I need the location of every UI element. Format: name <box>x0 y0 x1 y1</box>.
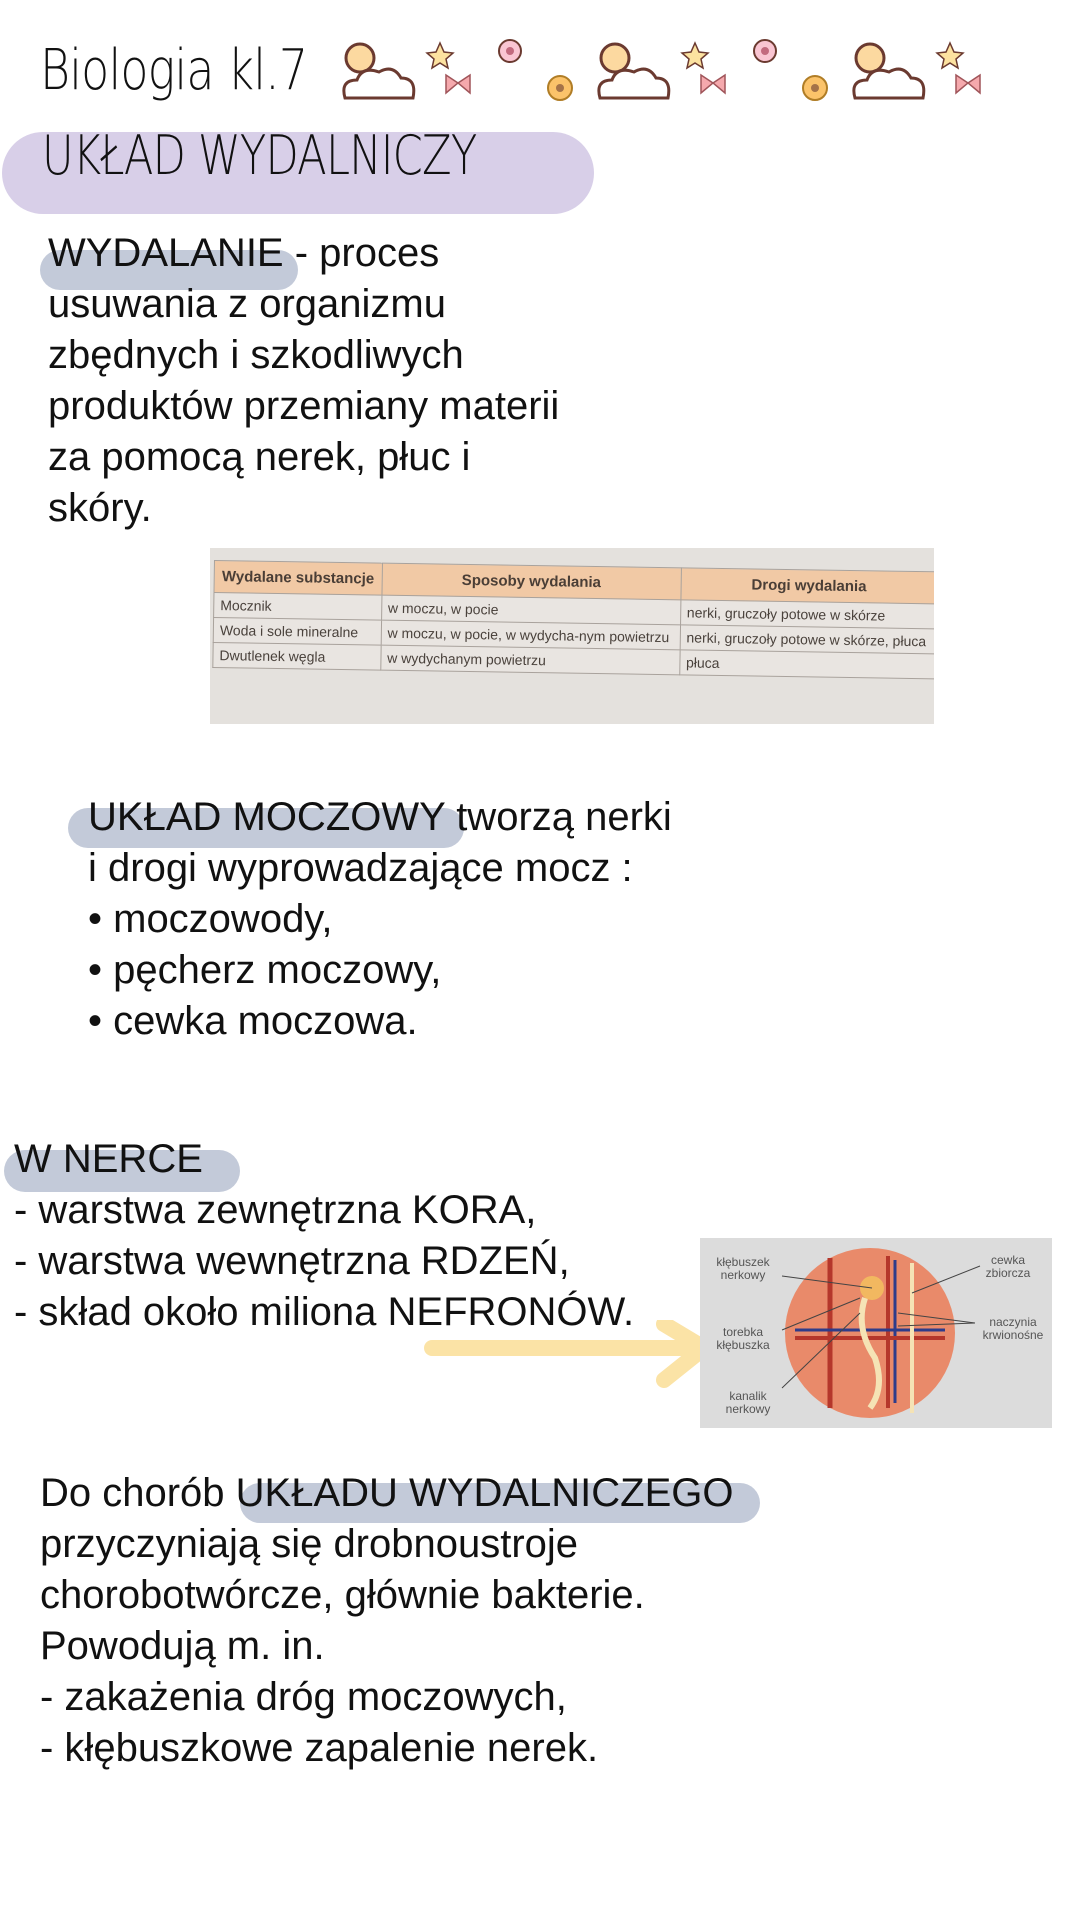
kidney-block <box>14 1134 634 1338</box>
excretion-table-photo <box>210 548 934 724</box>
list-item: - warstwa zewnętrzna KORA, <box>14 1188 537 1232</box>
section-title: UKŁAD WYDALNICZY <box>42 124 477 187</box>
label-capsule: torebka kłębuszka <box>716 1325 770 1352</box>
table-row: Mocznik w moczu, w pocie nerki, gruczoły potowe w skórze <box>214 593 934 629</box>
definition-block: WYDALANIE - proces usuwania z organizmu zbędnych i szkodliwych produktów przemiany materii za pomocą nerek, płuc i skóry. <box>48 231 560 530</box>
label-glomerulus: kłębuszek nerkowy <box>716 1255 770 1282</box>
keyword-w-nerce: W NERCE <box>14 1137 203 1181</box>
keyword-uklad-moczowy: UKŁAD MOCZOWY <box>88 795 446 839</box>
label-tubule: kanalik nerkowy <box>725 1389 771 1416</box>
table-row: Dwutlenek węgla w wydychanym powietrzu płuca <box>213 642 934 678</box>
table-row: Woda i sole mineralne w moczu, w pocie, w wydycha-nym powietrzu nerki, gruczoły potowe w skórze, płuca <box>213 618 934 654</box>
label-vessels: naczynia krwionośne <box>982 1315 1044 1342</box>
list-item: - zakażenia dróg moczowych, <box>40 1675 567 1719</box>
urinary-block: UKŁAD MOCZOWY tworzą nerki i drogi wyprowadzające mocz : • moczowody, • pęcherz moczowy, • cewka moczowa. <box>88 792 672 1047</box>
sun-cloud-icon <box>854 44 924 98</box>
sun-cloud-icon <box>599 44 669 98</box>
nephron-figure <box>700 1238 1052 1428</box>
flower-icon <box>499 40 521 62</box>
star-icon <box>682 43 708 68</box>
flower-icon <box>754 40 776 62</box>
list-item: - skład około miliona NEFRONÓW. <box>14 1290 635 1334</box>
bow-icon <box>446 75 470 93</box>
keyword-uklad-wydalniczy: UKŁADU WYDALNICZEGO <box>235 1471 734 1515</box>
list-item: - warstwa wewnętrzna RDZEŃ, <box>14 1239 570 1283</box>
star-icon <box>427 43 453 68</box>
sun-cloud-icon <box>344 44 414 98</box>
page-title: Biologia kl.7 <box>40 38 308 103</box>
decorative-stickers <box>340 28 1020 108</box>
bow-icon <box>956 75 980 93</box>
flower-icon <box>548 76 572 100</box>
list-item: • pęcherz moczowy, <box>88 948 442 992</box>
flower-icon <box>803 76 827 100</box>
diseases-block: Do chorób UKŁADU WYDALNICZEGO przyczyniają się drobnoustroje chorobotwórcze, głównie bakterie. Powodują m. in. - zakażenia dróg moczowych, - kłębuszkowe zapalenie nerek. <box>40 1468 734 1774</box>
bow-icon <box>701 75 725 93</box>
excretion-table: Wydalane substancje Sposoby wydalania Drogi wydalania Mocznik w moczu, w pocie nerki, gruczoły potowe w skórze Woda i sole mineralne w moczu, w pocie, w wydycha-nym powietrzu nerki, gruczoły potowe w skórze, płuca Dwutlenek węgla w wydychanym powietrzu płuca <box>212 560 934 679</box>
list-item: • moczowody, <box>88 897 333 941</box>
list-item: • cewka moczowa. <box>88 999 418 1043</box>
list-item: - kłębuszkowe zapalenie nerek. <box>40 1726 599 1770</box>
star-icon <box>937 43 963 68</box>
keyword-wydalanie: WYDALANIE <box>48 231 284 275</box>
label-collecting-duct: cewka zbiorcza <box>985 1253 1031 1280</box>
